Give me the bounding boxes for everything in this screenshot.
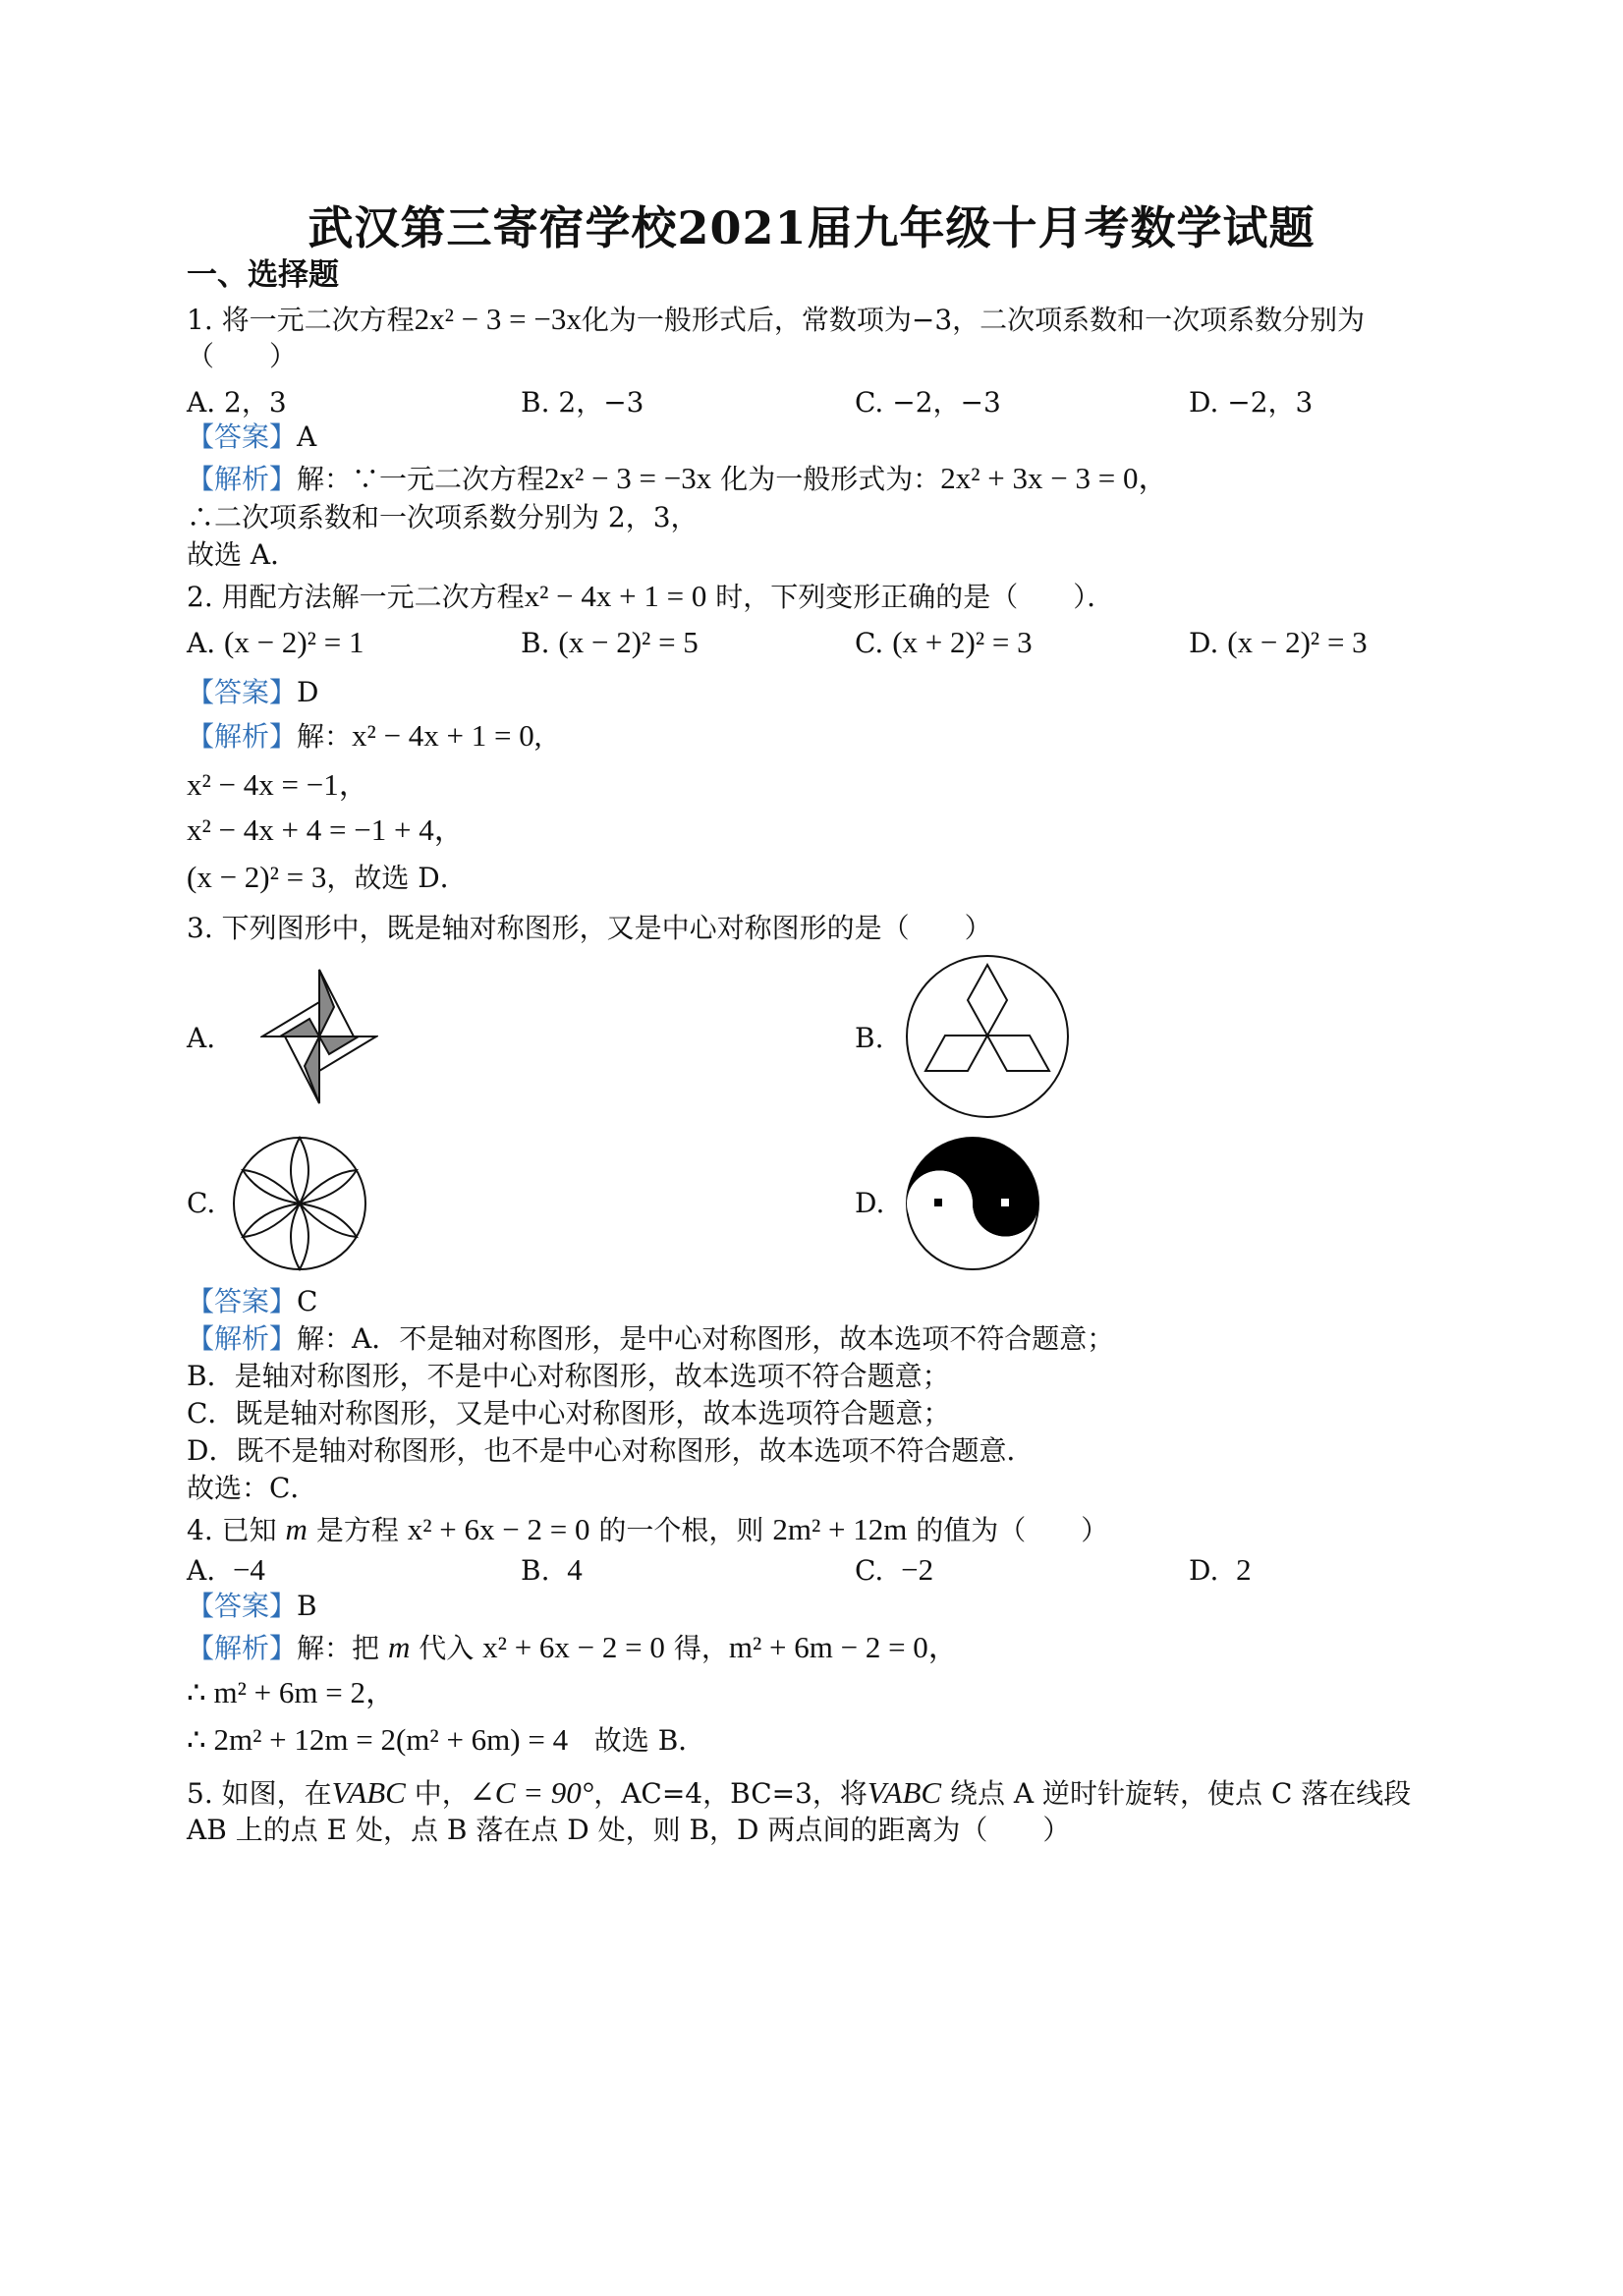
q3-solution bbox=[187, 1322, 1114, 1356]
q3-label-b: B. bbox=[855, 1022, 884, 1054]
q5-stem-line1: 5. 如图，在VABC 中，∠C = 90°，AC=4，BC=3，将VABC 绕点 A 逆时针旋转，使点 C 落在线段 bbox=[187, 1775, 1412, 1810]
q1-sol-text: 解：∵一元二次方程 bbox=[297, 463, 545, 495]
q1-equation: 2x² − 3 = −3x bbox=[414, 302, 582, 336]
q4-answer-value: B bbox=[297, 1590, 317, 1622]
q1-sol-eq2: 2x² + 3x − 3 = 0， bbox=[940, 461, 1169, 495]
section-heading: 一、选择题 bbox=[187, 257, 339, 293]
q1-option-b: B. 2，−3 bbox=[521, 386, 644, 419]
q1-text: 1. 将一元二次方程 bbox=[187, 304, 415, 336]
q3-sol-4: D．既不是轴对称图形，也不是中心对称图形，故本选项不符合题意． bbox=[187, 1434, 1035, 1467]
q2-answer bbox=[187, 676, 318, 709]
q3-sol-1: 解：A．不是轴对称图形，是中心对称图形，故本选项不符合题意； bbox=[297, 1322, 1115, 1355]
q4-sol-line3 bbox=[187, 1721, 705, 1758]
q4-sol-eq3: ∴ 2m² + 12m = 2(m² + 6m) = 4 bbox=[187, 1722, 569, 1757]
q1-answer-value: A bbox=[297, 420, 317, 453]
q2-sol-end: ，故选 D． bbox=[326, 862, 468, 894]
q3-label-a: A. bbox=[187, 1022, 216, 1054]
q3-label-d: D. bbox=[855, 1187, 885, 1219]
q2-sol-eq1: x² − 4x + 1 = 0, bbox=[352, 718, 542, 753]
q1-text-b: 化为一般形式后，常数项为−3，二次项系数和一次项系数分别为 bbox=[581, 304, 1366, 336]
q2-sol-text: 解： bbox=[297, 720, 353, 753]
q2-sol-eq2: x² − 4x = −1， bbox=[187, 767, 369, 802]
q1-sol-line3: 故选 A． bbox=[187, 538, 299, 571]
answer-tag: 【答案】 bbox=[187, 420, 298, 453]
q3-sol-5: 故选：C． bbox=[187, 1472, 318, 1504]
q4-equation: x² + 6x − 2 = 0 bbox=[407, 1512, 590, 1546]
q1-paren: （ ） bbox=[187, 340, 298, 372]
q2-answer-value: D bbox=[297, 676, 319, 708]
six-petal-flower-figure-icon bbox=[231, 1135, 368, 1272]
pinwheel-figure-icon bbox=[260, 968, 378, 1105]
q2-text: 2. 用配方法解一元二次方程 bbox=[187, 581, 525, 613]
q1-option-a: A. 2，3 bbox=[187, 386, 287, 419]
q4-option-b: B. 4 bbox=[521, 1552, 583, 1587]
analysis-tag: 【解析】 bbox=[187, 463, 298, 495]
q2-option-b: B. (x − 2)² = 5 bbox=[521, 625, 699, 659]
q2-option-c: C. (x + 2)² = 3 bbox=[855, 625, 1033, 659]
q4-stem: 4. 已知 m 是方程 x² + 6x − 2 = 0 的一个根，则 2m² + 12m 的值为（ ） bbox=[187, 1512, 1109, 1546]
q1-sol-eq1: 2x² − 3 = −3x bbox=[544, 461, 712, 495]
q2-option-d: D. (x − 2)² = 3 bbox=[1189, 625, 1368, 659]
q2-text-b: 时，下列变形正确的是（ ）． bbox=[715, 581, 1115, 613]
q4-sol-end: 故选 B． bbox=[593, 1724, 706, 1757]
q1-solution bbox=[187, 460, 1168, 496]
q1-option-d: D. −2，3 bbox=[1189, 386, 1314, 419]
q4-answer bbox=[187, 1590, 317, 1623]
q4-expression: 2m² + 12m bbox=[772, 1512, 908, 1546]
yin-yang-figure-icon bbox=[904, 1135, 1041, 1272]
q2-equation: x² − 4x + 1 = 0 bbox=[524, 579, 707, 613]
q4-option-d: D. 2 bbox=[1189, 1552, 1252, 1587]
q2-sol-eq4: (x − 2)² = 3 bbox=[187, 860, 327, 894]
q1-option-c: C. −2，−3 bbox=[855, 386, 1001, 419]
q1-sol-line2: ∴二次项系数和一次项系数分别为 2，3， bbox=[187, 501, 699, 533]
q2-sol-eq4-line bbox=[187, 859, 468, 895]
q1-sol-text-b: 化为一般形式为： bbox=[720, 463, 941, 495]
q2-sol-eq3: x² − 4x + 4 = −1 + 4， bbox=[187, 812, 465, 847]
q3-label-c: C. bbox=[187, 1187, 216, 1219]
q2-solution bbox=[187, 717, 542, 754]
analysis-tag: 【解析】 bbox=[187, 720, 298, 753]
q4-option-c: C. −2 bbox=[855, 1552, 934, 1587]
q3-answer-value: C bbox=[297, 1285, 318, 1317]
q4-option-a: A. −4 bbox=[187, 1552, 265, 1587]
answer-tag: 【答案】 bbox=[187, 1590, 298, 1622]
three-rhombus-circle-figure-icon bbox=[904, 953, 1071, 1120]
q1-answer bbox=[187, 420, 316, 454]
q4-solution: 【解析】解：把 m 代入 x² + 6x − 2 = 0 得，m² + 6m − 2 = 0， bbox=[187, 1630, 959, 1664]
q4-sol-line2: ∴ m² + 6m = 2， bbox=[187, 1675, 396, 1709]
q1-stem bbox=[187, 301, 1365, 337]
analysis-tag: 【解析】 bbox=[187, 1322, 298, 1355]
q3-sol-3: C．既是轴对称图形，又是中心对称图形，故本选项符合题意； bbox=[187, 1397, 951, 1429]
q3-answer bbox=[187, 1285, 317, 1318]
q3-sol-2: B．是轴对称图形，不是中心对称图形，故本选项不符合题意； bbox=[187, 1360, 950, 1392]
answer-tag: 【答案】 bbox=[187, 676, 298, 708]
q5-stem-line2: AB 上的点 E 处，点 B 落在点 D 处，则 B，D 两点间的距离为（ ） bbox=[187, 1814, 1071, 1846]
q2-stem bbox=[187, 578, 1114, 614]
answer-tag: 【答案】 bbox=[187, 1285, 298, 1317]
page-title: 武汉第三寄宿学校2021届九年级十月考数学试题 bbox=[308, 201, 1315, 254]
analysis-tag: 【解析】 bbox=[187, 1632, 298, 1664]
q3-stem: 3. 下列图形中，既是轴对称图形，又是中心对称图形的是（ ） bbox=[187, 912, 992, 944]
q4-var: m bbox=[285, 1512, 308, 1546]
q2-option-a: A. (x − 2)² = 1 bbox=[187, 625, 364, 659]
